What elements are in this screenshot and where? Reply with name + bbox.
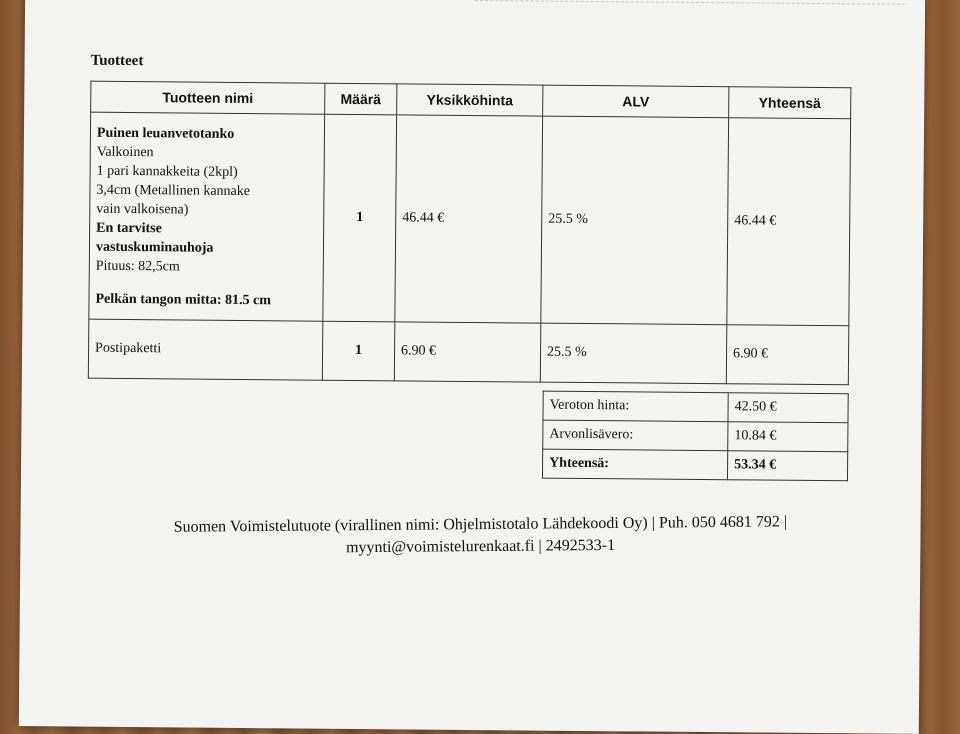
quantity-cell: 1 [322,321,395,381]
products-table [88,81,852,386]
product-detail: vain valkoisena) [96,201,189,218]
table-row [89,112,851,326]
totals-row-grand [542,449,847,481]
product-name: Puinen leuanvetotanko [96,125,235,142]
unit-price-cell: 46.44 € [395,115,543,323]
header-total: Yhteensä [729,87,851,119]
vat-amount-label: Arvonlisävero: [543,420,728,451]
totals-row-vat [543,420,848,452]
totals-row-net [543,391,848,423]
company-footer [110,511,850,561]
header-product-name: Tuotteen nimi [91,81,325,114]
total-cell: 6.90 € [726,325,849,385]
product-option: En tarvitse [96,220,162,236]
section-title: Tuotteet [90,52,144,70]
vat-cell: 25.5 % [540,323,727,384]
unit-price-cell: 6.90 € [394,322,541,382]
header-unit-price: Yksikköhinta [397,84,543,116]
grand-total-label: Yhteensä: [542,449,727,480]
net-price-label: Veroton hinta: [543,391,728,422]
footer-line-company: Suomen Voimistelutuote (virallinen nimi: Ohjelmistotalo Lähdekoodi Oy) | Puh. 050 4681 792 | [173,513,788,536]
vat-cell: 25.5 % [541,116,729,325]
grand-total-value: 53.34 € [727,451,847,481]
footer-line-contact: myynti@voimistelurenkaat.fi | 2492533-1 [345,536,616,557]
product-bar-measure: Pelkän tangon mitta: 81.5 cm [95,291,271,308]
vat-amount-value: 10.84 € [728,422,848,452]
product-description [89,112,325,321]
product-length: Pituus: 82,5cm [95,258,180,274]
header-quantity: Määrä [325,83,397,115]
product-detail: 1 pari kannakkeita (2kpl) [96,163,238,180]
total-cell: 46.44 € [727,118,851,326]
invoice-paper [19,0,925,734]
product-detail: 3,4cm (Metallinen kannake [96,182,251,199]
fold-line [475,0,905,5]
quantity-cell: 1 [323,114,397,322]
table-row [88,319,848,385]
header-vat: ALV [543,85,729,118]
product-color: Valkoinen [96,144,154,160]
product-name: Postipaketti [88,319,323,380]
net-price-value: 42.50 € [728,393,848,423]
totals-table [542,391,849,482]
product-option: vastuskuminauhoja [95,239,214,256]
